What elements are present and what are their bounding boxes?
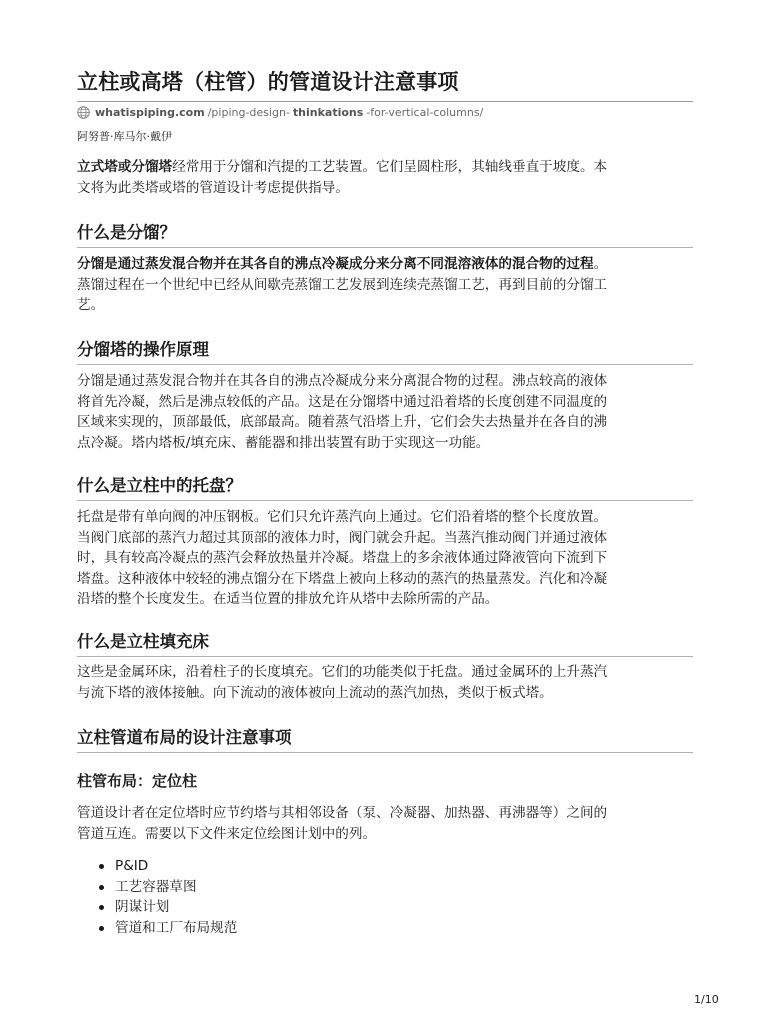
section-divider (77, 247, 693, 248)
title-divider (77, 101, 693, 102)
section-heading: 分馏塔的操作原理 (77, 340, 209, 359)
section-paragraph (77, 254, 693, 316)
page-number: 1/10 (694, 993, 719, 1006)
list-item: 管道和工厂布局规范 (99, 918, 237, 939)
intro-bold: 立式塔或分馏塔 (77, 159, 173, 175)
subsection-heading: 柱管布局：定位柱 (77, 772, 198, 790)
paragraph-line: 管道互连。需要以下文件来定位绘图计划中的列。 (77, 825, 377, 842)
section-paragraph (77, 803, 693, 844)
paragraph-line: 将首先冷凝，然后是沸点较低的产品。这是在分馏塔中通过沿着塔的长度创建不同温度的 (77, 393, 608, 410)
section-paragraph (77, 371, 693, 453)
paragraph-line: 沿塔的整个长度发生。在适当位置的排放允许从塔中去除所需的产品。 (77, 591, 499, 607)
author-name: 阿努普·库马尔·戴伊 (77, 130, 172, 143)
section-paragraph (77, 507, 693, 610)
paragraph-line: 管道设计者在定位塔时应节约塔与其相邻设备（泵、冷凝器、加热器、再沸器等）之间的 (77, 805, 608, 821)
list-item: P&ID (99, 856, 237, 877)
paragraph-line: 蒸馏过程在一个世纪中已经从间歇壳蒸馏工艺发展到连续壳蒸馏工艺，再到目前的分馏工 (77, 276, 608, 293)
section-divider (77, 656, 693, 657)
section-heading: 立柱管道布局的设计注意事项 (77, 728, 292, 747)
paragraph-line: 时，具有较高冷凝点的蒸汽会释放热量并冷凝。塔盘上的多余液体通过降液管向下流到下 (77, 550, 608, 566)
required-documents-list (99, 856, 237, 938)
section-paragraph (77, 662, 693, 703)
page-title: 立柱或高塔（柱管）的管道设计注意事项 (77, 70, 459, 94)
paragraph-line: 这些是金属环床，沿着柱子的长度填充。它们的功能类似于托盘。通过金属环的上升蒸汽 (77, 664, 608, 680)
bold-definition-tail: 。 (593, 256, 608, 272)
globe-icon (77, 106, 90, 119)
source-domain: whatispiping.com (95, 106, 205, 119)
source-url[interactable] (77, 106, 483, 119)
section-divider (77, 752, 693, 753)
paragraph-line: 托盘是带有单向阀的冲压钢板。它们只允许蒸汽向上通过。它们沿着塔的整个长度放置。 (77, 509, 608, 525)
intro-line-1: 经常用于分馏和汽提的工艺装置。它们呈圆柱形，其轴线垂直于坡度。本 (172, 159, 608, 175)
intro-line-2: 文将为此类塔或塔的管道设计考虑提供指导。 (77, 179, 349, 196)
list-item: 阴谋计划 (99, 897, 237, 918)
section-divider (77, 500, 693, 501)
section-heading: 什么是立柱中的托盘？ (77, 476, 242, 495)
bold-definition: 分馏是通过蒸发混合物并在其各自的沸点冷凝成分来分离不同混溶液体的混合物的过程 (77, 256, 594, 272)
section-heading: 什么是分馏？ (77, 223, 176, 242)
paragraph-line: 点冷凝。塔内塔板/填充床、蓄能器和排出装置有助于实现这一功能。 (77, 434, 490, 451)
section-divider (77, 364, 693, 365)
source-path-bold: thinkations (292, 106, 364, 119)
list-item: 工艺容器草图 (99, 877, 237, 898)
section-heading: 什么是立柱填充床 (77, 632, 209, 651)
paragraph-line: 当阀门底部的蒸汽力超过其顶部的液体力时，阀门就会升起。当蒸汽推动阀门并通过液体 (77, 529, 608, 546)
paragraph-line: 艺。 (77, 297, 105, 313)
paragraph-line: 区域来实现的，顶部最低，底部最高。随着蒸气沿塔上升，它们会失去热量并在各自的沸 (77, 414, 608, 430)
paragraph-line: 分馏是通过蒸发混合物并在其各自的沸点冷凝成分来分离混合物的过程。沸点较高的液体 (77, 373, 608, 389)
source-path-1: /piping-design- (207, 106, 290, 119)
intro-paragraph (77, 157, 693, 198)
paragraph-line: 塔盘。这种液体中较轻的沸点馏分在下塔盘上被向上移动的蒸汽的热量蒸发。汽化和冷凝 (77, 570, 608, 587)
source-path-2: -for-vertical-columns/ (366, 106, 484, 119)
paragraph-line: 与流下塔的液体接触。向下流动的液体被向上流动的蒸汽加热，类似于板式塔。 (77, 684, 553, 701)
